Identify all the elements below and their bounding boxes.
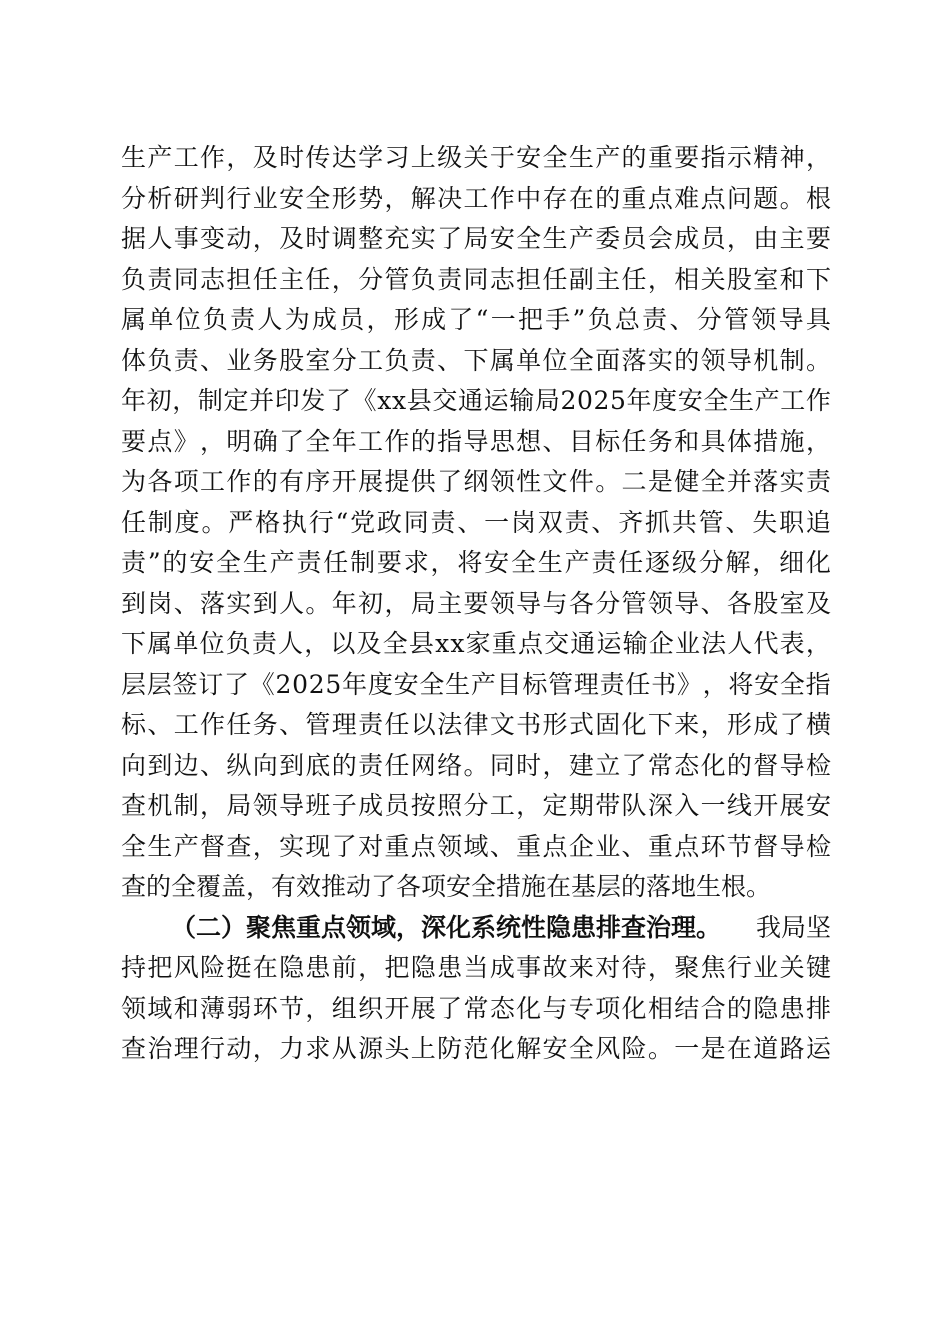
body-text bbox=[121, 138, 831, 1070]
text-line: 领 域 和 薄 弱 环 节 ， 组 织 开 展 了 常 态 化 与 专 项 化 相 结 合 的 隐 患 排 bbox=[121, 993, 831, 1023]
text-line: 查 治 理 行 动 ， 力 求 从 源 头 上 防 范 化 解 安 全 风 险 。 一 是 在 道 路 运 bbox=[121, 1034, 831, 1063]
section-heading-line bbox=[121, 908, 831, 949]
text-line: 体 负 责 、 业 务 股 室 分 工 负 责 、 下 属 单 位 全 面 落 实 的 领 导 机 制 。 bbox=[121, 345, 831, 375]
section-first-line-rest: 我局坚 bbox=[755, 912, 831, 942]
text-line: 层 层 签 订 了 《 2 0 2 5 年 度 安 全 生 产 目 标 管 理 责 任 书 》 ， 将 安 全 指 bbox=[121, 669, 831, 699]
text-line: 负 责 同 志 担 任 主 任 ， 分 管 负 责 同 志 担 任 副 主 任 ， 相 关 股 室 和 下 bbox=[121, 264, 831, 294]
text-line: 为 各 项 工 作 的 有 序 开 展 提 供 了 纲 领 性 文 件 。 二 是 健 全 并 落 实 责 bbox=[121, 467, 831, 496]
text-line: 全 生 产 督 查 ， 实 现 了 对 重 点 领 域 、 重 点 企 业 、 重 点 环 节 督 导 检 bbox=[121, 831, 831, 861]
text-line: 任 制 度 。 严 格 执 行 “ 党 政 同 责 、 一 岗 双 责 、 齐 抓 共 管 、 失 职 追 bbox=[121, 507, 831, 537]
text-line: 要 点 》 ， 明 确 了 全 年 工 作 的 指 导 思 想 、 目 标 任 务 和 具 体 措 施 ， bbox=[121, 426, 831, 456]
text-line: 到 岗 、 落 实 到 人 。 年 初 ， 局 主 要 领 导 与 各 分 管 领 导 、 各 股 室 及 bbox=[121, 588, 831, 618]
text-line: 查 机 制 ， 局 领 导 班 子 成 员 按 照 分 工 ， 定 期 带 队 深 入 一 线 开 展 安 bbox=[121, 791, 831, 820]
section-heading: （二）聚焦重点领域，深化系统性隐患排查治理。 bbox=[171, 912, 722, 942]
text-line: 责 ” 的 安 全 生 产 责 任 制 要 求 ， 将 安 全 生 产 责 任 逐 级 分 解 ， 细 化 bbox=[121, 548, 831, 577]
text-line: 生 产 工 作 ， 及 时 传 达 学 习 上 级 关 于 安 全 生 产 的 重 要 指 示 精 神 ， bbox=[121, 143, 831, 172]
text-line: 标 、 工 作 任 务 、 管 理 责 任 以 法 律 文 书 形 式 固 化 下 来 ， 形 成 了 横 bbox=[121, 710, 831, 739]
text-line: 持 把 风 险 挺 在 隐 患 前 ， 把 隐 患 当 成 事 故 来 对 待 ， 聚 焦 行 业 关 键 bbox=[121, 953, 831, 982]
text-line: 属 单 位 负 责 人 为 成 员 ， 形 成 了 “ 一 把 手 ” 负 总 责 、 分 管 领 导 具 bbox=[121, 305, 831, 334]
text-line: 下 属 单 位 负 责 人 ， 以 及 全 县 x x 家 重 点 交 通 运 输 企 业 法 人 代 表 ， bbox=[121, 629, 831, 658]
text-line: 年 初 ， 制 定 并 印 发 了 《 x x 县 交 通 运 输 局 2 0 2 5 年 度 安 全 生 产 工 作 bbox=[121, 386, 831, 415]
text-line: 查的全覆盖，有效推动了各项安全措施在基层的落地生根。 bbox=[121, 872, 772, 901]
text-line: 向 到 边 、 纵 向 到 底 的 责 任 网 络 。 同 时 ， 建 立 了 常 态 化 的 督 导 检 bbox=[121, 750, 831, 780]
text-line: 分 析 研 判 行 业 安 全 形 势 ， 解 决 工 作 中 存 在 的 重 点 难 点 问 题 。 根 bbox=[121, 183, 831, 213]
text-line: 据 人 事 变 动 ， 及 时 调 整 充 实 了 局 安 全 生 产 委 员 会 成 员 ， 由 主 要 bbox=[121, 224, 831, 253]
